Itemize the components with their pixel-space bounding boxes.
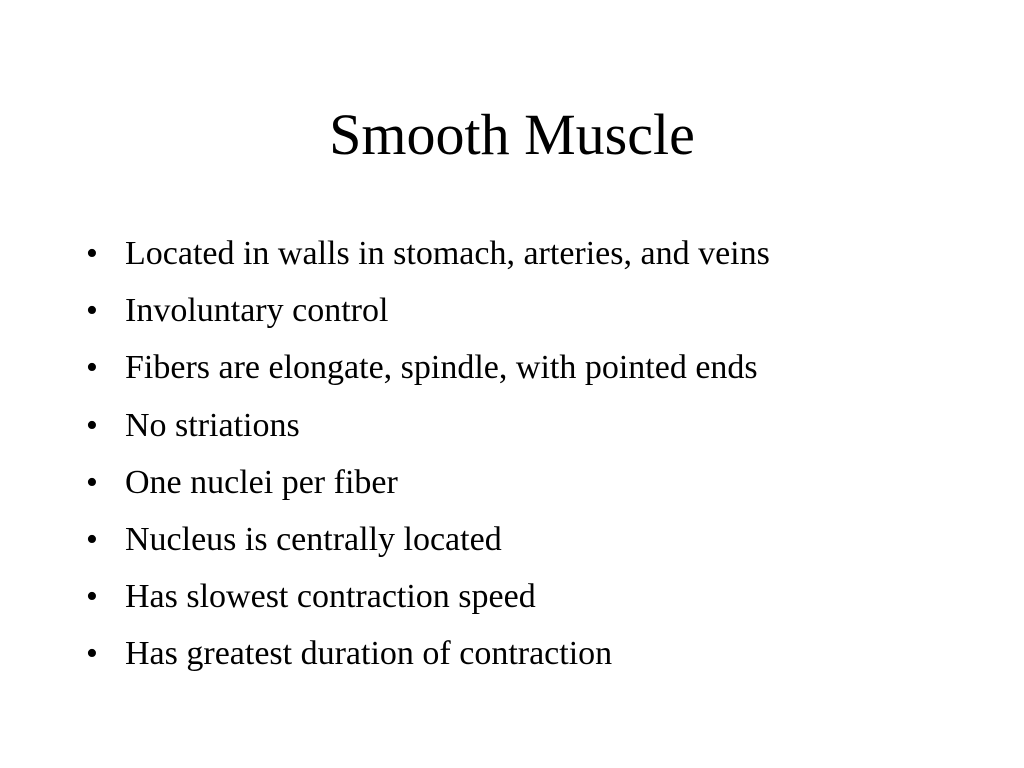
bullet-dot: • <box>86 520 98 558</box>
bullet-text: Located in walls in stomach, arteries, and veins <box>125 235 770 272</box>
bullet-dot: • <box>86 635 98 673</box>
bullet-dot: • <box>86 578 98 616</box>
bullet-item <box>0 285 1024 342</box>
bullet-text: Fibers are elongate, spindle, with pointed ends <box>125 349 758 387</box>
bullet-item <box>0 457 1024 514</box>
bullet-dot: • <box>86 406 98 444</box>
bullet-text: No striations <box>125 406 300 444</box>
bullet-dot: • <box>86 292 98 330</box>
bullet-text: Has slowest contraction speed <box>125 578 536 616</box>
bullet-dot: • <box>86 349 98 387</box>
bullet-item <box>0 400 1024 457</box>
bullet-text: Nucleus is centrally located <box>125 520 502 558</box>
bullet-item <box>0 342 1024 399</box>
bullet-text: One nuclei per fiber <box>125 463 398 501</box>
bullet-text: Involuntary control <box>125 292 389 330</box>
bullet-text: Has greatest duration of contraction <box>125 635 613 673</box>
bullet-item <box>0 628 1024 685</box>
bullet-dot: • <box>86 463 98 501</box>
bullet-item <box>0 571 1024 628</box>
bullet-dot: • <box>86 235 98 272</box>
slide-title: Smooth Muscle <box>329 102 695 167</box>
bullet-list <box>0 228 1024 686</box>
bullet-item <box>0 228 1024 285</box>
bullet-item <box>0 514 1024 571</box>
